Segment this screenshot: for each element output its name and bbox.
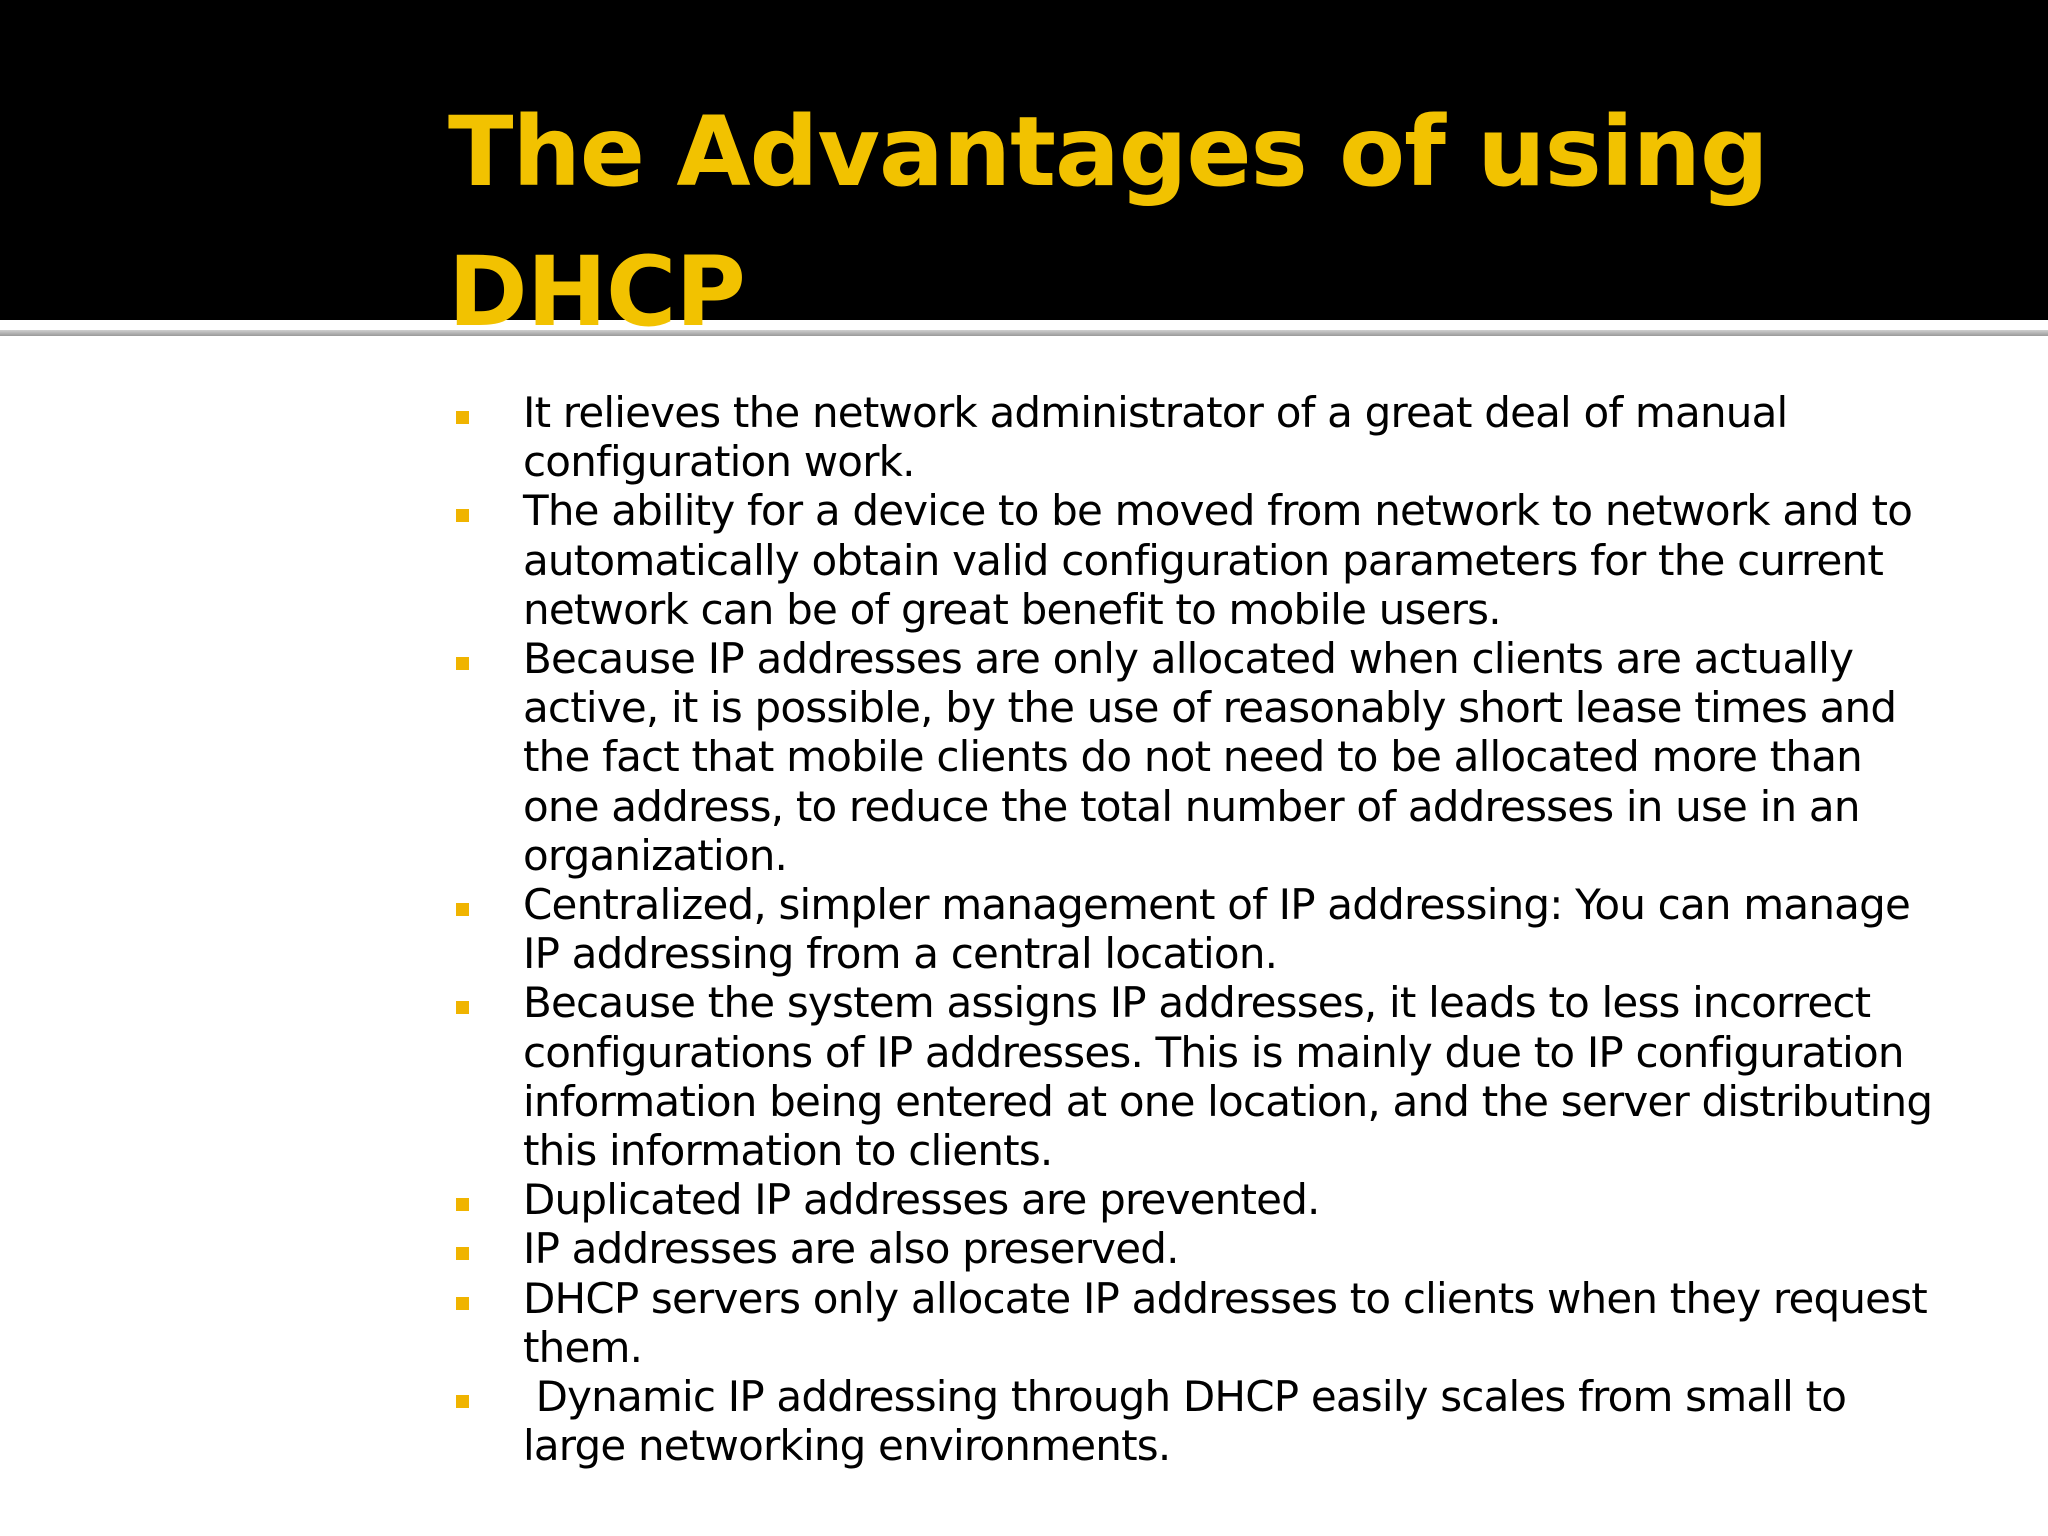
bullet-item [448,1274,1948,1372]
bullet-item [448,486,1948,634]
square-bullet-icon [456,1001,469,1014]
bullet-text: The ability for a device to be moved from network to network and to automatically obtain valid configuration parameters for the current network can be of great benefit to mobile users. [523,486,1925,634]
square-bullet-icon [456,657,469,670]
bullet-text: Dynamic IP addressing through DHCP easily scales from small to large networking environments. [523,1372,1859,1471]
square-bullet-icon [456,1198,469,1211]
slide-title: The Advantages of using DHCP [448,96,1768,348]
square-bullet-icon [456,1247,469,1260]
bullet-text: DHCP servers only allocate IP addresses to clients when they request them. [523,1273,1940,1372]
bullet-item [448,880,1948,978]
bullet-item [448,1372,1948,1470]
square-bullet-icon [456,411,469,424]
square-bullet-icon [456,509,469,522]
bullet-text: Centralized, simpler management of IP addressing: You can manage IP addressing from a central location. [523,880,1923,979]
bullet-text: IP addresses are also preserved. [523,1224,1179,1274]
bullet-text: Because the system assigns IP addresses, it leads to less incorrect configurations of IP addresses. This is mainly due to IP configuration information being entered at one location, and the server distributing this information to clients. [523,978,1945,1176]
square-bullet-icon [456,1395,469,1408]
bullet-item [448,388,1948,486]
bullet-text: Duplicated IP addresses are prevented. [523,1175,1320,1225]
bullet-item [448,1175,1948,1224]
bullet-item [448,978,1948,1175]
bullet-text: Because IP addresses are only allocated when clients are actually active, it is possible, by the use of reasonably short lease times and the fact that mobile clients do not need to be allocated more than one address, to reduce the total number of addresses in use in an organization. [523,634,1909,880]
bullet-item [448,634,1948,880]
bullet-text: It relieves the network administrator of a great deal of manual configuration work. [523,388,1800,487]
bullet-item [448,1224,1948,1273]
square-bullet-icon [456,1297,469,1310]
bullet-list [448,388,1948,1470]
square-bullet-icon [456,903,469,916]
